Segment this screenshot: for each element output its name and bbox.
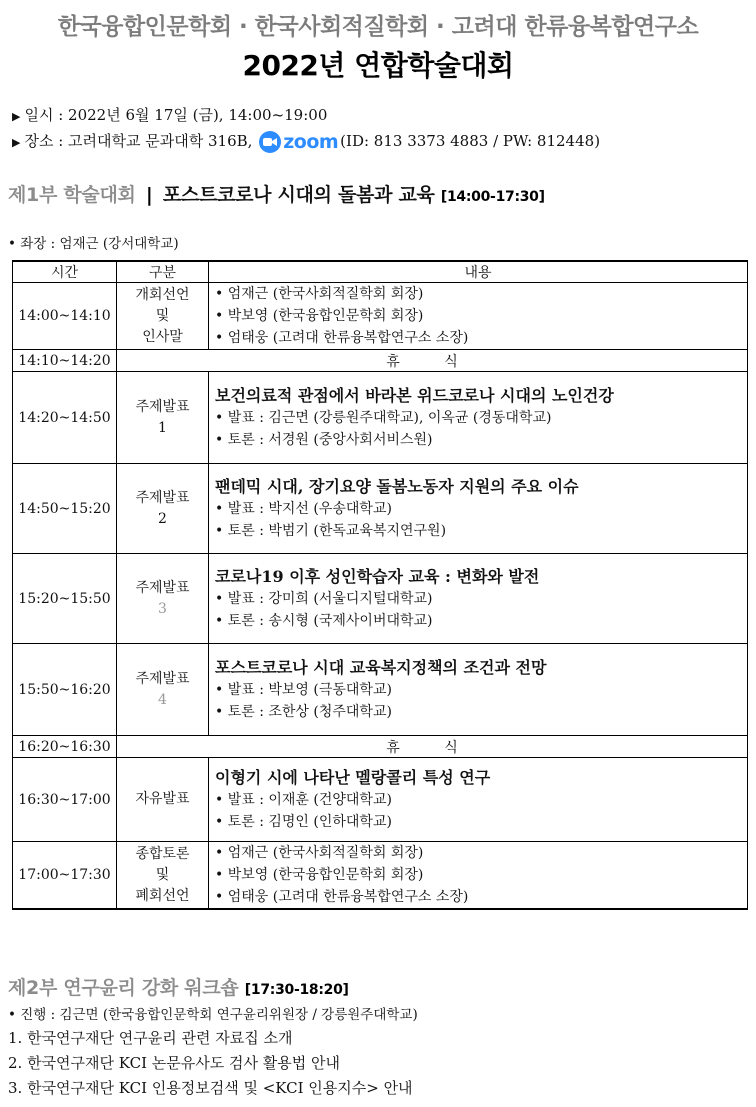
row-kind: 자유발표 (117, 758, 209, 842)
workshop-item: 3. 한국연구재단 KCI 인용정보검색 및 <KCI 인용지수> 안내 (8, 1079, 413, 1097)
venue-info (12, 130, 600, 153)
topic-title: 포스트코로나 시대 교육복지정책의 조건과 전망 (215, 657, 547, 677)
header-time: 시간 (13, 261, 117, 283)
row-time: 15:50~16:20 (13, 644, 117, 736)
table-row (13, 464, 748, 554)
row-time: 14:10~14:20 (13, 350, 117, 372)
table-row-break (13, 736, 748, 758)
date-text: 일시 : 2022년 6월 17일 (금), 14:00~19:00 (24, 106, 328, 124)
table-row (13, 644, 748, 736)
topic-title: 이형기 시에 나타난 멜랑콜리 특성 연구 (215, 767, 491, 787)
chair-note: • 좌장 : 엄재근 (강서대학교) (8, 236, 179, 252)
header-content: 내용 (209, 261, 748, 283)
part2-label: 제2부 연구윤리 강화 워크숍 (8, 977, 239, 999)
part1-subtitle: 포스트코로나 시대의 돌봄과 교육 (162, 184, 435, 206)
row-kind: 종합토론 및 폐회선언 (117, 842, 209, 910)
row-time: 17:00~17:30 (13, 842, 117, 910)
row-content: • 엄재근 (한국사회적질학회 회장) • 박보영 (한국융합인문학회 회장) • 엄태웅 (고려대 한류융복합연구소 소장) (209, 283, 748, 350)
break-label: 휴 식 (117, 350, 748, 372)
host-note: • 진행 : 김근면 (한국융합인문학회 연구윤리위원장 / 강릉원주대학교) (8, 1007, 418, 1023)
row-kind: 주제발표 4 (117, 644, 209, 736)
row-time: 14:50~15:20 (13, 464, 117, 554)
zoom-camera-icon (259, 131, 281, 153)
break-label: 휴 식 (117, 736, 748, 758)
row-time: 15:20~15:50 (13, 554, 117, 644)
zoom-details: (ID: 813 3373 4883 / PW: 812448) (340, 132, 601, 150)
topic-title: 보건의료적 관점에서 바라본 위드코로나 시대의 노인건강 (215, 385, 614, 405)
venue-text: 장소 : 고려대학교 문과대학 316B, (24, 132, 253, 150)
part1-time: [14:00-17:30] (440, 189, 545, 205)
table-row (13, 372, 748, 464)
row-content: 이형기 시에 나타난 멜랑콜리 특성 연구 • 발표 : 이재훈 (건양대학교) • 토론 : 김명인 (인하대학교) (209, 758, 748, 842)
header-kind: 구분 (117, 261, 209, 283)
date-info (12, 104, 327, 125)
row-time: 16:30~17:00 (13, 758, 117, 842)
part2-time: [17:30-18:20] (244, 982, 349, 998)
table-row (13, 283, 748, 350)
schedule-table (12, 260, 748, 910)
row-content: 팬데믹 시대, 장기요양 돌봄노동자 지원의 주요 이슈 • 발표 : 박지선 (우송대학교) • 토론 : 박범기 (한독교육복지연구원) (209, 464, 748, 554)
table-row (13, 758, 748, 842)
row-content: 포스트코로나 시대 교육복지정책의 조건과 전망 • 발표 : 박보영 (극동대학교) • 토론 : 조한상 (청주대학교) (209, 644, 748, 736)
row-kind: 개회선언 및 인사말 (117, 283, 209, 350)
triangle-bullet-icon: ▶ (12, 110, 21, 123)
part2-heading (8, 973, 349, 1000)
table-row (13, 554, 748, 644)
part1-label: 제1부 학술대회 (8, 184, 136, 206)
part1-separator: | (145, 184, 153, 206)
row-time: 14:00~14:10 (13, 283, 117, 350)
topic-title: 코로나19 이후 성인학습자 교육 : 변화와 발전 (215, 566, 540, 586)
row-kind: 주제발표 2 (117, 464, 209, 554)
row-content: 보건의료적 관점에서 바라본 위드코로나 시대의 노인건강 • 발표 : 김근면 (강릉원주대학교), 이옥균 (경동대학교) • 토론 : 서경원 (중앙사회서비스원) (209, 372, 748, 464)
row-content: 코로나19 이후 성인학습자 교육 : 변화와 발전 • 발표 : 강미희 (서울디지털대학교) • 토론 : 송시형 (국제사이버대학교) (209, 554, 748, 644)
workshop-item: 2. 한국연구재단 KCI 논문유사도 검사 활용법 안내 (8, 1054, 340, 1072)
triangle-bullet-icon: ▶ (12, 136, 21, 149)
row-content: • 엄재근 (한국사회적질학회 회장) • 박보영 (한국융합인문학회 회장) • 엄태웅 (고려대 한류융복합연구소 소장) (209, 842, 748, 910)
table-row (13, 842, 748, 910)
part1-heading (8, 180, 545, 207)
table-row-break (13, 350, 748, 372)
row-kind: 주제발표 3 (117, 554, 209, 644)
table-header-row (13, 261, 748, 283)
workshop-item: 1. 한국연구재단 연구윤리 관련 자료집 소개 (8, 1029, 293, 1047)
zoom-wordmark: zoom (283, 131, 339, 153)
row-kind: 주제발표 1 (117, 372, 209, 464)
topic-title: 팬데믹 시대, 장기요양 돌봄노동자 지원의 주요 이슈 (215, 476, 579, 496)
page-title: 2022년 연합학술대회 (242, 49, 514, 82)
zoom-logo (259, 131, 338, 153)
row-time: 14:20~14:50 (13, 372, 117, 464)
row-time: 16:20~16:30 (13, 736, 117, 758)
organizers-line: 한국융합인문학회 · 한국사회적질학회 · 고려대 한류융복합연구소 (57, 14, 699, 40)
